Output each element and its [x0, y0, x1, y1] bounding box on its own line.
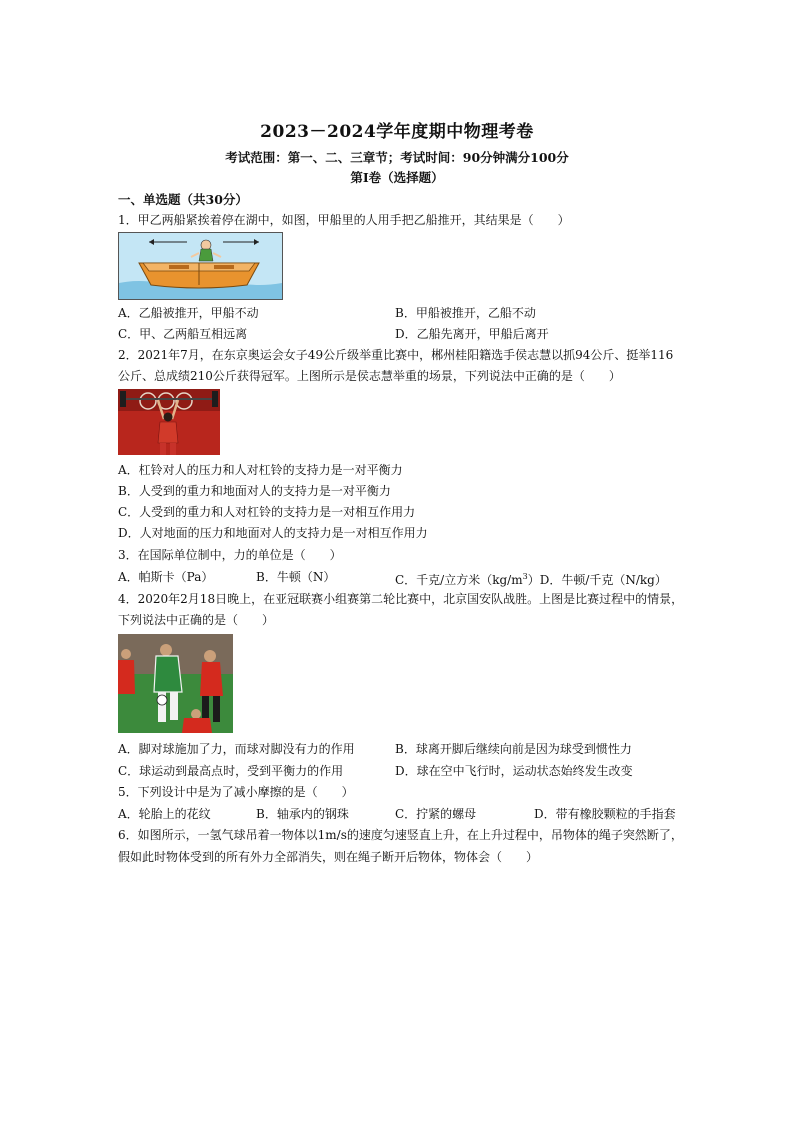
question-1-option-b: B．甲船被推开，乙船不动 [395, 306, 536, 320]
question-3-option-a: A．帕斯卡（Pa） [118, 570, 214, 584]
question-3-stem: 3．在国际单位制中，力的单位是（ ） [118, 548, 342, 562]
question-5-option-b: B．轴承内的钢珠 [256, 807, 349, 821]
question-4-option-c: C．球运动到最高点时，受到平衡力的作用 [118, 764, 344, 778]
question-2-stem-line2: 公斤、总成绩210公斤获得冠军。上图所示是侯志慧举重的场景，下列说法中正确的是（ ） [118, 369, 621, 383]
boat-figure [118, 232, 283, 300]
question-6-stem-line1: 6．如图所示，一氢气球吊着一物体以1m/s的速度匀速竖直上升，在上升过程中，吊物体的绳子突然断了， [118, 828, 683, 842]
question-3-option-c-d [395, 568, 667, 589]
question-2-option-c: C．人受到的重力和人对杠铃的支持力是一对相互作用力 [118, 505, 416, 519]
question-1-option-d: D．乙船先离开，甲船后离开 [395, 327, 549, 341]
question-2-option-d: D．人对地面的压力和地面对人的支持力是一对相互作用力 [118, 526, 428, 540]
exam-title: 2023－2024学年度期中物理考卷 [260, 122, 534, 142]
question-1-option-a: A．乙船被推开，甲船不动 [118, 306, 259, 320]
question-1-stem: 1．甲乙两船紧挨着停在湖中，如图，甲船里的人用手把乙船推开，其结果是（ ） [118, 213, 570, 227]
question-4-option-b: B．球离开脚后继续向前是因为球受到惯性力 [395, 742, 632, 756]
question-2-option-a: A．杠铃对人的压力和人对杠铃的支持力是一对平衡力 [118, 463, 403, 477]
boat-illustration-icon [119, 233, 282, 299]
volume-heading: 第Ⅰ卷（选择题） [350, 170, 444, 185]
question-5-option-c: C．拧紧的螺母 [395, 807, 477, 821]
question-2-option-b: B．人受到的重力和地面对人的支持力是一对平衡力 [118, 484, 391, 498]
exam-subtitle: 考试范围：第一、二、三章节；考试时间：90分钟满分100分 [225, 150, 569, 165]
football-photo [118, 634, 233, 733]
weightlifting-photo [118, 389, 220, 455]
section-heading: 一、单选题（共30分） [118, 192, 248, 207]
question-5-option-a: A．轮胎上的花纹 [118, 807, 211, 821]
question-3-option-c-exponent: 3 [522, 572, 528, 581]
question-6-stem-line2: 假如此时物体受到的所有外力全部消失，则在绳子断开后物体，物体会（ ） [118, 850, 539, 864]
question-5-option-d: D．带有橡胶颗粒的手指套 [534, 807, 676, 821]
question-1-option-c: C．甲、乙两船互相远离 [118, 327, 248, 341]
question-3-option-c-text: C．千克/立方米（kg/m [395, 573, 523, 587]
weightlifter-image-icon [118, 389, 220, 455]
question-4-stem-line2: 下列说法中正确的是（ ） [118, 613, 275, 627]
question-4-stem-line1: 4．2020年2月18日晚上，在亚冠联赛小组赛第二轮比赛中，北京国安队战胜。上图是比赛过程中的情景， [118, 592, 684, 606]
question-3-option-b: B．牛顿（N） [256, 570, 336, 584]
question-2-stem-line1: 2．2021年7月，在东京奥运会女子49公斤级举重比赛中，郴州桂阳籍选手侯志慧以抓94公斤、挺举116 [118, 348, 674, 362]
question-4-option-a: A．脚对球施加了力，而球对脚没有力的作用 [118, 742, 355, 756]
question-5-stem: 5．下列设计中是为了减小摩擦的是（ ） [118, 785, 354, 799]
question-3-option-d-text: ）D．牛顿/千克（N/kg） [527, 573, 667, 587]
football-match-image-icon [118, 634, 233, 733]
question-4-option-d: D．球在空中飞行时，运动状态始终发生改变 [395, 764, 633, 778]
